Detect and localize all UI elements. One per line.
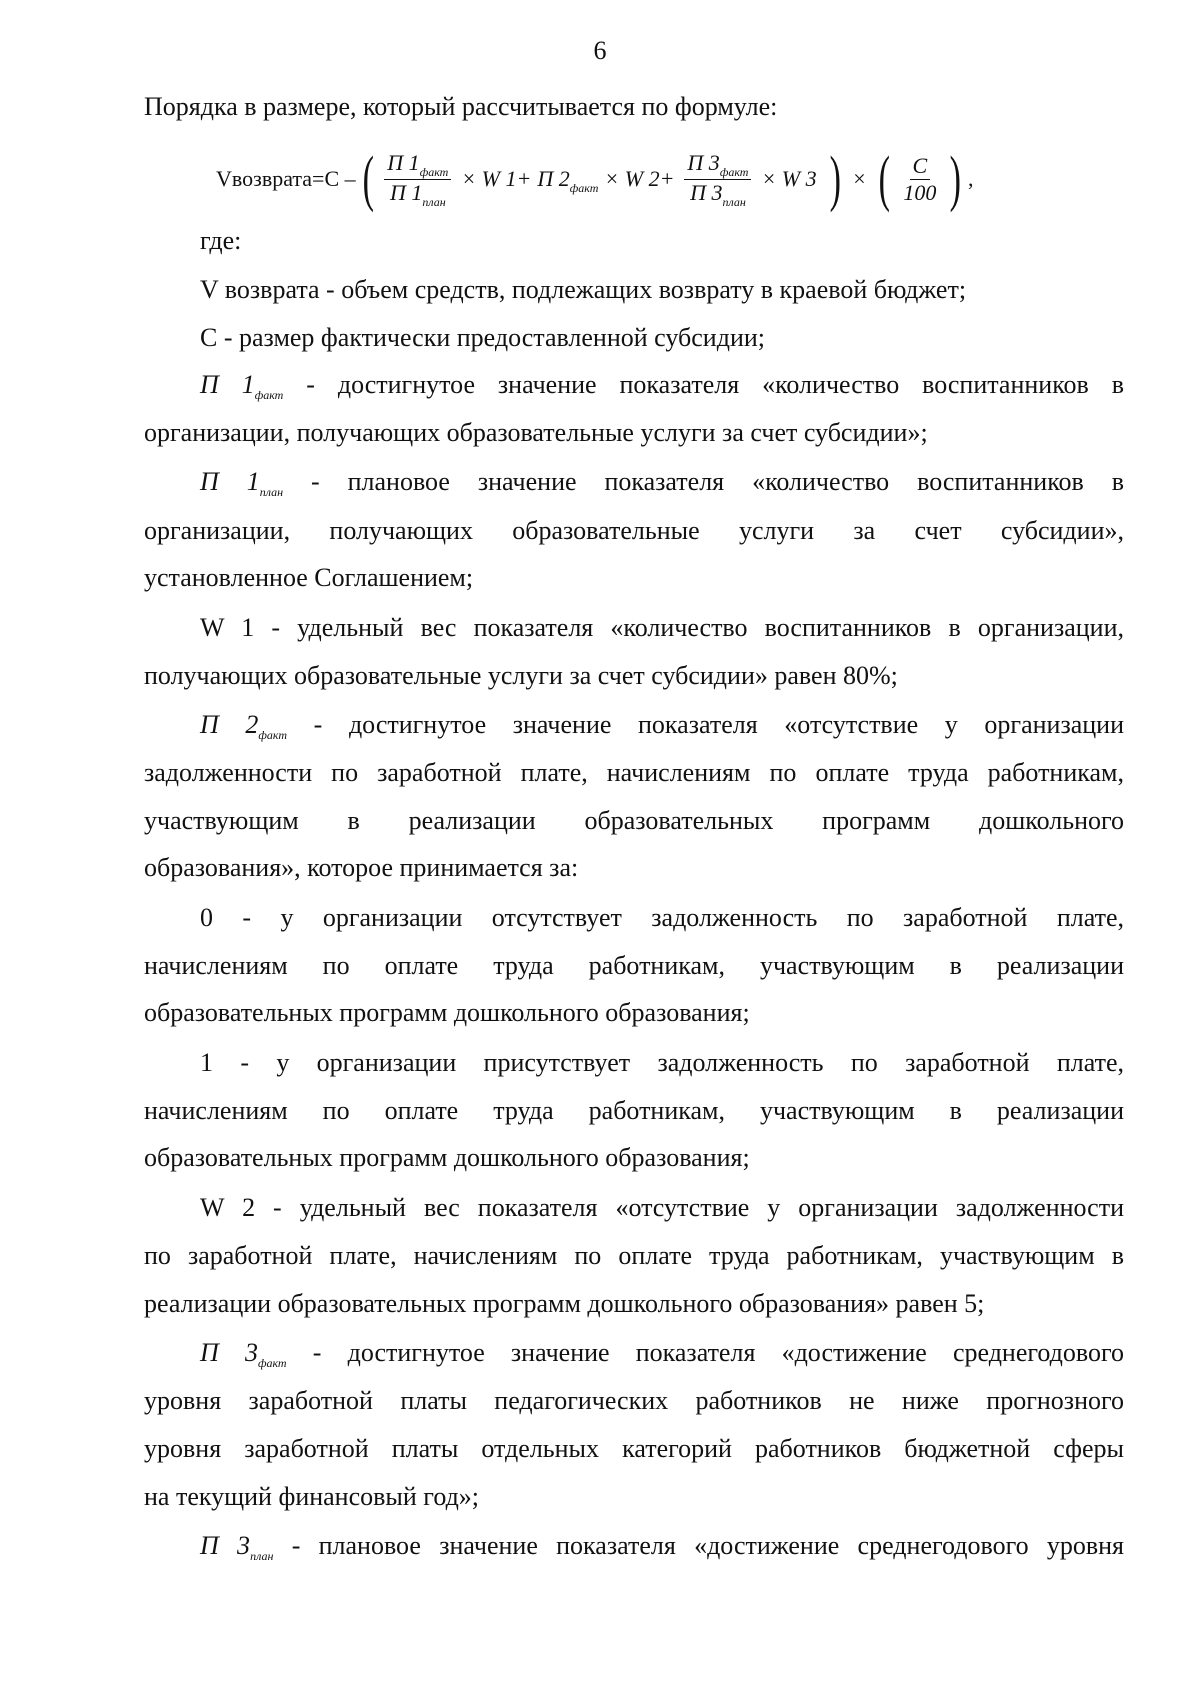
def-p3-fact-line1 xyxy=(200,1338,1124,1372)
fraction-p1-den: П 1 xyxy=(389,179,423,205)
def-p1-plan-line1 xyxy=(200,467,1124,501)
times-sign: × xyxy=(853,166,866,191)
def-w2-line1: W 2 - удельный вес показателя «отсутствие у организации задолженности xyxy=(200,1193,1124,1222)
symbol-p1: П 1 xyxy=(200,467,260,496)
term-p2-sub: факт xyxy=(569,181,599,195)
option-one-line1: 1 - у организации присутствует задолженность по заработной плате, xyxy=(200,1048,1124,1077)
fraction-c xyxy=(900,153,939,206)
term-w1: × W 1+ xyxy=(461,166,532,191)
def-p2-fact-line4: образования», которое принимается за: xyxy=(144,853,579,882)
def-w1-line2: получающих образовательные услуги за счет субсидии» равен 80%; xyxy=(144,661,898,690)
def-p3-fact-line2: уровня заработной платы педагогических работников не ниже прогнозного xyxy=(144,1386,1124,1415)
term-p2-sym: П 2 xyxy=(537,166,570,191)
symbol-p3: П 3 xyxy=(200,1338,258,1367)
def-p2-fact-line3: участвующим в реализации образовательных программ дошкольного xyxy=(144,806,1124,835)
term-w3: × W 3 xyxy=(761,166,817,191)
def-w1-line1: W 1 - удельный вес показателя «количество воспитанников в организации, xyxy=(200,613,1124,642)
def-p1-fact-line1 xyxy=(200,370,1124,404)
symbol-p3: П 3 xyxy=(200,1531,251,1560)
option-zero-line3: образовательных программ дошкольного образования; xyxy=(144,998,750,1027)
formula-end: , xyxy=(968,166,974,191)
option-zero-line1: 0 - у организации отсутствует задолженность по заработной плате, xyxy=(200,903,1124,932)
def-p3-plan-text: - плановое значение показателя «достижение среднегодового уровня xyxy=(291,1531,1125,1560)
term-w2: × W 2+ xyxy=(604,166,675,191)
fraction-p1-num-sub: факт xyxy=(419,164,449,179)
symbol-p1-sub: план xyxy=(259,485,284,499)
open-paren-icon: ( xyxy=(362,145,374,213)
fraction-p3-num-sub: факт xyxy=(719,164,749,179)
open-paren-icon: ( xyxy=(878,145,890,213)
fraction-c-den: 100 xyxy=(903,179,937,205)
symbol-p2: П 2 xyxy=(200,710,259,739)
term-p2 xyxy=(537,166,599,195)
symbol-p3-sub: план xyxy=(250,1549,274,1563)
close-paren-icon: ) xyxy=(950,145,962,213)
fraction-p3 xyxy=(684,150,751,209)
option-one-line3: образовательных программ дошкольного образования; xyxy=(144,1143,750,1172)
def-p1-plan-line3: установленное Соглашением; xyxy=(144,563,474,592)
symbol-p1: П 1 xyxy=(200,370,255,399)
close-paren-icon: ) xyxy=(829,145,841,213)
symbol-p3-sub: факт xyxy=(257,1356,287,1370)
def-p1-plan-text: - плановое значение показателя «количество воспитанников в xyxy=(311,467,1125,496)
def-p1-fact-line2: организации, получающих образовательные услуги за счет субсидии»; xyxy=(144,418,928,447)
fraction-c-num: C xyxy=(910,153,931,180)
fraction-p1-num: П 1 xyxy=(387,149,420,175)
def-p3-fact-text: - достигнутое значение показателя «достижение среднегодового xyxy=(312,1338,1124,1367)
where-label: где: xyxy=(200,226,242,255)
intro-text: Порядка в размере, который рассчитывается по формуле: xyxy=(144,92,778,121)
def-w2-line2: по заработной плате, начислениям по оплате труда работникам, участвующим в xyxy=(144,1241,1124,1270)
symbol-p1-sub: факт xyxy=(254,388,284,402)
def-p3-fact-line4: на текущий финансовый год»; xyxy=(144,1482,480,1511)
def-p2-fact-text: - достигнутое значение показателя «отсутствие у организации xyxy=(313,710,1124,739)
def-w2-line3: реализации образовательных программ дошкольного образования» равен 5; xyxy=(144,1289,985,1318)
fraction-p3-num: П 3 xyxy=(687,149,720,175)
fraction-p1-den-sub: план xyxy=(422,194,446,209)
symbol-p2-sub: факт xyxy=(258,728,288,742)
return-formula xyxy=(216,145,974,213)
fraction-p1 xyxy=(384,150,451,209)
def-p3-plan-line1 xyxy=(200,1531,1124,1565)
def-p2-fact-line2: задолженности по заработной плате, начислениям по оплате труда работникам, xyxy=(144,758,1124,787)
def-c: C - размер фактически предоставленной субсидии; xyxy=(200,323,765,352)
def-p1-fact-text: - достигнутое значение показателя «количество воспитанников в xyxy=(306,370,1124,399)
option-zero-line2: начислениям по оплате труда работникам, участвующим в реализации xyxy=(144,951,1124,980)
formula-lhs: Vвозврата=C – xyxy=(216,166,356,191)
fraction-p3-den: П 3 xyxy=(690,179,723,205)
def-p2-fact-line1 xyxy=(200,710,1124,744)
option-one-line2: начислениям по оплате труда работникам, участвующим в реализации xyxy=(144,1096,1124,1125)
page-number: 6 xyxy=(593,36,607,65)
fraction-p3-den-sub: план xyxy=(722,194,746,209)
def-p3-fact-line3: уровня заработной платы отдельных категорий работников бюджетной сферы xyxy=(144,1434,1124,1463)
def-p1-plan-line2: организации, получающих образовательные услуги за счет субсидии», xyxy=(144,516,1124,545)
def-v-return: V возврата - объем средств, подлежащих возврату в краевой бюджет; xyxy=(200,275,967,304)
